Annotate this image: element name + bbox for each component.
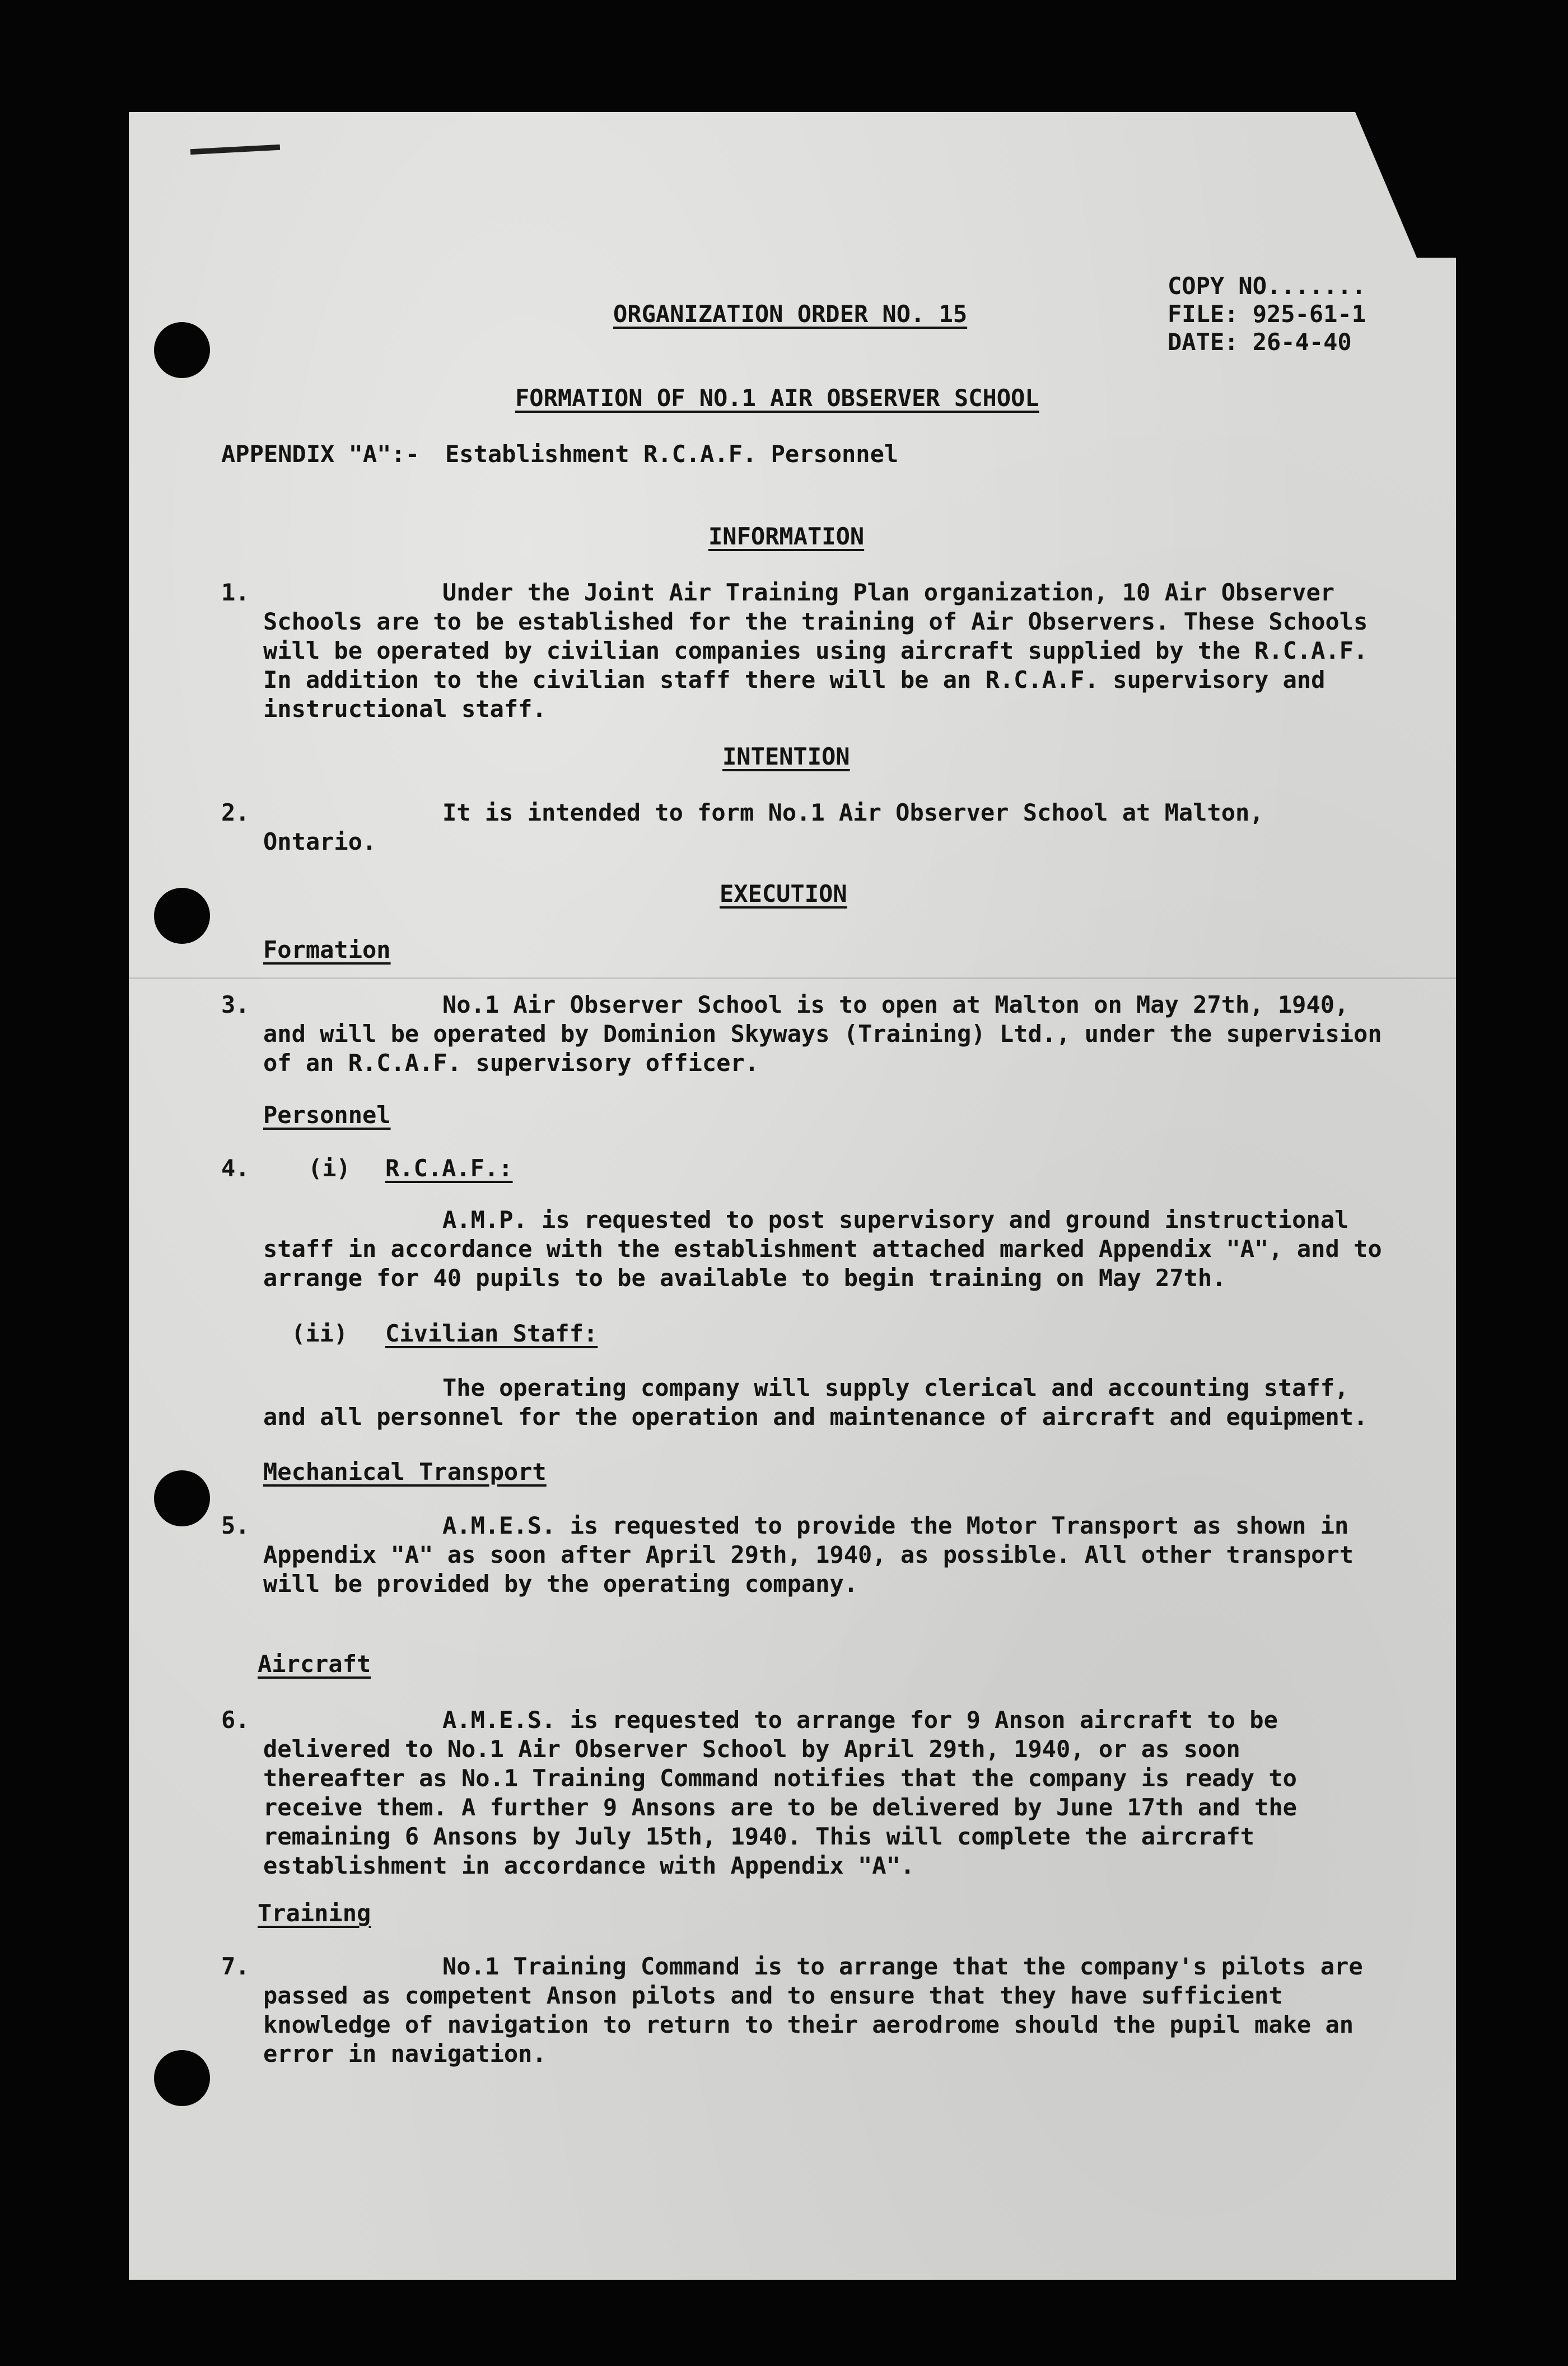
document-title: ORGANIZATION ORDER NO. 15 — [613, 300, 968, 328]
subparagraph-number: (i) — [308, 1154, 351, 1182]
subheading-rcaf: R.C.A.F.: — [385, 1154, 513, 1182]
paragraph-5: A.M.E.S. is requested to provide the Motor Transport as shown in Appendix "A" as soon after April 29th, 1940, as possible. All other transport will be provided by the operating company. — [263, 1512, 1354, 1597]
paragraph-number: 6. — [221, 1706, 250, 1734]
subheading-aircraft: Aircraft — [258, 1650, 371, 1678]
paragraph-7: No.1 Training Command is to arrange that the company's pilots are passed as competent Anson pilots and to ensure that they have sufficient knowledge of navigation to return to their aerodrome should the pupil make an error in navigation. — [263, 1953, 1363, 2067]
fold-line — [129, 977, 1456, 979]
section-intention: INTENTION — [722, 743, 850, 770]
appendix-text: Establishment R.C.A.F. Personnel — [445, 440, 899, 468]
paragraph-number: 1. — [221, 579, 250, 606]
paragraph-number: 7. — [221, 1953, 250, 1980]
punch-hole — [154, 2050, 210, 2106]
subheading-formation: Formation — [263, 936, 391, 963]
paragraph-number: 2. — [221, 799, 250, 826]
subheading-civilian-staff: Civilian Staff: — [385, 1320, 598, 1347]
copy-number: COPY NO....... — [1168, 272, 1366, 300]
document-date: DATE: 26-4-40 — [1168, 328, 1352, 356]
punch-hole — [154, 1470, 210, 1526]
paragraph-2: It is intended to form No.1 Air Observer School at Malton, Ontario. — [263, 799, 1264, 855]
section-execution: EXECUTION — [720, 880, 847, 907]
paragraph-4-ii: The operating company will supply clerical and accounting staff, and all personnel for the operation and maintenance of aircraft and equipment. — [263, 1374, 1368, 1431]
section-information: INFORMATION — [708, 523, 865, 550]
paragraph-number: 5. — [221, 1512, 250, 1539]
subheading-personnel: Personnel — [263, 1101, 391, 1129]
paragraph-number: 4. — [221, 1154, 250, 1182]
paragraph-1: Under the Joint Air Training Plan organization, 10 Air Observer Schools are to be established for the training of Air Observers. These Schools will be operated by civilian companies using aircraft supplied by the R.C.A.F. In addition to the civilian staff there will be an R.C.A.F. supervisory and instructional staff. — [263, 579, 1368, 723]
paragraph-6: A.M.E.S. is requested to arrange for 9 Anson aircraft to be delivered to No.1 Air Observer School by April 29th, 1940, or as soon thereafter as No.1 Training Command notifies that the company is ready to receive them. A further 9 Ansons are to be delivered by June 17th and the remaining 6 Ansons by July 15th, 1940. This will complete the aircraft establishment in accordance with Appendix "A". — [263, 1706, 1297, 1879]
punch-hole — [154, 888, 210, 944]
file-number: FILE: 925-61-1 — [1168, 300, 1366, 328]
subparagraph-number: (ii) — [291, 1320, 348, 1347]
subheading-mechanical-transport: Mechanical Transport — [263, 1458, 547, 1485]
subheading-training: Training — [258, 1899, 371, 1927]
paragraph-3: No.1 Air Observer School is to open at Malton on May 27th, 1940, and will be operated by Dominion Skyways (Training) Ltd., under the supervision of an R.C.A.F. supervisory officer. — [263, 991, 1382, 1077]
punch-hole — [154, 322, 210, 378]
paragraph-4-i: A.M.P. is requested to post supervisory and ground instructional staff in accordance with the establishment attached marked Appendix "A", and to arrange for 40 pupils to be available to begin training on May 27th. — [263, 1206, 1382, 1292]
paragraph-number: 3. — [221, 991, 250, 1018]
subject-heading: FORMATION OF NO.1 AIR OBSERVER SCHOOL — [515, 384, 1039, 412]
appendix-label: APPENDIX "A":- — [221, 440, 420, 468]
